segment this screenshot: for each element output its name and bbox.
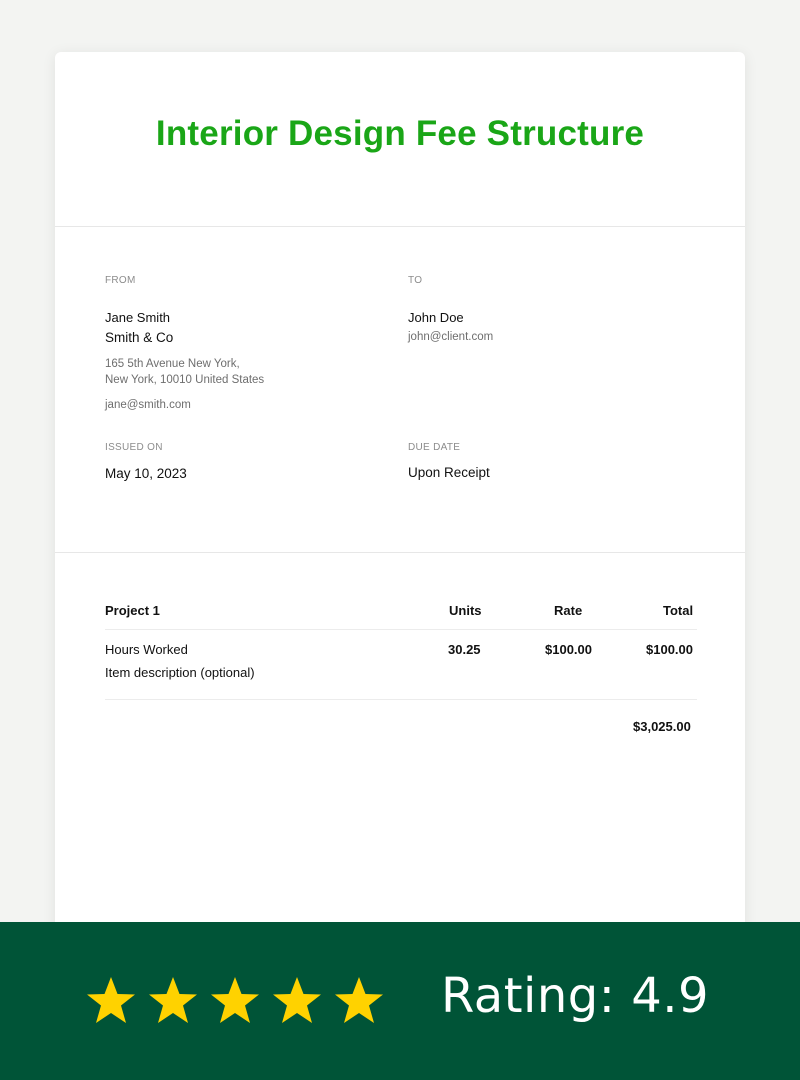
from-email: jane@smith.com	[105, 399, 191, 411]
table-bottom-rule	[105, 699, 697, 700]
table-header-units: Units	[449, 603, 482, 618]
table-header-rule	[105, 629, 697, 630]
issued-label: ISSUED ON	[105, 442, 163, 453]
from-company: Smith & Co	[105, 330, 174, 345]
rating-text: Rating: 4.9	[441, 968, 710, 1024]
due-date: Upon Receipt	[408, 465, 490, 480]
to-label: TO	[408, 275, 423, 286]
star-rating	[86, 976, 384, 1026]
table-header-project: Project 1	[105, 603, 160, 618]
rating-banner	[0, 922, 800, 1080]
from-address-line1: 165 5th Avenue New York,	[105, 358, 240, 370]
star-icon	[148, 976, 198, 1026]
row-total: $100.00	[646, 642, 693, 657]
grand-total: $3,025.00	[633, 719, 691, 734]
table-header-rate: Rate	[554, 603, 583, 618]
from-label: FROM	[105, 275, 136, 286]
star-icon	[272, 976, 322, 1026]
star-icon	[210, 976, 260, 1026]
from-address-line2: New York, 10010 United States	[105, 374, 265, 386]
document-title: Interior Design Fee Structure	[155, 114, 645, 153]
row-units: 30.25	[448, 642, 481, 657]
document-header	[55, 52, 745, 227]
row-item-description: Item description (optional)	[105, 665, 255, 680]
fee-structure-card	[55, 52, 745, 932]
row-rate: $100.00	[545, 642, 592, 657]
to-email: john@client.com	[408, 331, 494, 343]
to-name: John Doe	[408, 310, 464, 325]
row-item-name: Hours Worked	[105, 642, 188, 657]
section-divider	[55, 552, 745, 553]
table-header-total: Total	[663, 603, 694, 618]
star-icon	[334, 976, 384, 1026]
due-label: DUE DATE	[408, 442, 461, 453]
star-icon	[86, 976, 136, 1026]
issued-date: May 10, 2023	[105, 466, 187, 481]
from-name: Jane Smith	[105, 310, 171, 325]
